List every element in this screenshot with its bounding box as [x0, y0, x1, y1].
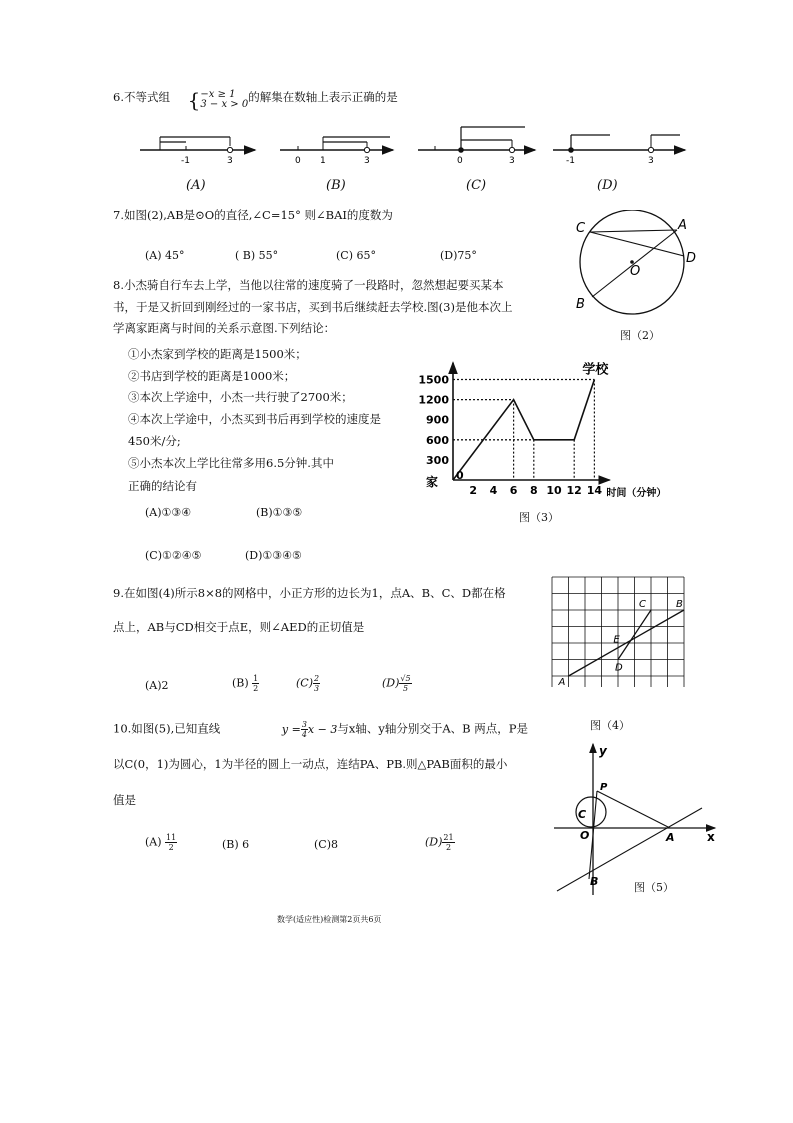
q9-option-c-fraction: [313, 674, 320, 693]
q8-item-4-cont: 450米/分;: [128, 434, 181, 448]
q9-line-1: 9.在如图(4)所示8×8的网格中，小正方形的边长为1，点A、B、C、D都在格: [113, 586, 506, 600]
q8-line-1: 8.小杰骑自行车去上学，当他以往常的速度骑了一段路时，忽然想起要买某本: [113, 278, 504, 292]
q9-b-denominator: 2: [253, 684, 259, 693]
q10-figure-caption: 图（5）: [634, 881, 674, 894]
q6-ineq-2: 3 − x > 0: [200, 99, 249, 110]
q8-line-3: 学离家距离与时间的关系示意图.下列结论：: [113, 321, 336, 335]
q8-distance-time-chart: [415, 358, 685, 508]
chart-x-tick-14: 14: [586, 484, 603, 497]
q9-option-d-fraction: [399, 674, 411, 693]
chart-x-tick-8: 8: [529, 484, 538, 497]
q6-brace: {: [187, 88, 201, 112]
q6-option-d-line: [553, 135, 685, 166]
q9-c-numerator: 2: [314, 674, 320, 683]
q10-prefix: 10.如图(5),已知直线: [113, 721, 221, 736]
q9-option-b: [232, 674, 259, 693]
q7-option-b: ( B) 55°: [235, 249, 279, 262]
chart-origin-zero: 0: [456, 469, 464, 482]
q9-line-2: 点上，AB与CD相交于点E，则∠AED的正切值是: [113, 620, 365, 634]
q7-stem: 7.如图(2),AB是⊙O的直径,∠C=15° 则∠BAI的度数为: [113, 208, 393, 222]
q10-label-x: x: [707, 830, 715, 844]
q7-option-d: (D)75°: [440, 249, 477, 262]
q10-label-y: y: [599, 744, 607, 758]
q10-option-a: [145, 833, 177, 852]
q10-label-p: P: [600, 782, 608, 793]
label-c: C: [639, 599, 646, 610]
q10-eq-denominator: 4: [301, 730, 307, 739]
chart-x-label: 时间（分钟）: [606, 488, 667, 499]
q10-option-a-label: (A): [145, 835, 162, 849]
q6-option-a-label: (A): [186, 178, 206, 193]
q10-d-numerator: 21: [443, 833, 454, 842]
q9-d-numerator: √5: [400, 674, 411, 683]
chart-y-tick-900: 900: [426, 413, 449, 427]
q6-b-tick-3: 3: [364, 156, 370, 166]
q6-option-c-label: (C): [466, 178, 487, 193]
q6-prefix: 6.不等式组: [113, 90, 170, 104]
q10-label-c: C: [578, 808, 587, 821]
q9-option-c-label: (C): [296, 676, 313, 690]
q10-line-3: 值是: [113, 793, 136, 807]
q10-a-numerator: 11: [166, 833, 177, 842]
q9-option-d-label: (D): [382, 676, 400, 690]
q10-eq-y: y =: [281, 722, 301, 736]
q7-label-b: B: [576, 297, 585, 312]
q7-label-c: C: [576, 221, 586, 236]
chart-origin-label: 家: [426, 475, 439, 489]
q7-figure-caption: 图（2）: [620, 329, 660, 342]
chart-x-tick-2: 2: [469, 484, 478, 497]
q9-option-a: (A)2: [145, 679, 169, 692]
q8-item-1: ①小杰家到学校的距离是1500米；: [128, 347, 307, 361]
q6-option-d-label: (D): [597, 178, 618, 193]
q9-b-numerator: 1: [253, 674, 259, 683]
q10-equation: [281, 720, 338, 739]
q6-option-a-line: [140, 137, 255, 166]
q6-a-tick-2: 3: [227, 156, 233, 166]
chart-y-tick-1500: 1500: [418, 373, 449, 387]
q10-option-d-label: (D): [425, 835, 443, 849]
q9-grid-figure: [548, 575, 688, 687]
q6-inequality-system: [200, 90, 248, 110]
q8-item-5-cont: 正确的结论有: [128, 479, 197, 493]
q10-eq-rest: x − 3: [307, 722, 338, 736]
q9-option-b-fraction: [252, 674, 259, 693]
q6-d-tick-2: 3: [648, 156, 654, 166]
chart-y-tick-300: 300: [426, 453, 449, 467]
chart-y-tick-1200: 1200: [418, 393, 449, 407]
q6-a-tick-1: -1: [181, 156, 190, 166]
q6-c-tick-1: 0: [457, 156, 463, 166]
q10-option-b: (B) 6: [222, 838, 250, 851]
q7-label-d: D: [686, 251, 697, 266]
chart-y-tick-600: 600: [426, 433, 449, 447]
q10-option-d-fraction: [442, 833, 454, 852]
q7-option-a: (A) 45°: [145, 249, 185, 262]
chart-x-tick-4: 4: [489, 484, 498, 497]
q6-option-c-line: [418, 127, 535, 166]
q8-item-4: ④本次上学途中，小杰买到书后再到学校的速度是: [128, 412, 381, 426]
q10-eq-fraction: [301, 720, 308, 739]
q8-option-b: (B)①③⑤: [256, 506, 303, 519]
q9-option-b-label: (B): [232, 676, 249, 690]
q10-option-a-fraction: [165, 833, 177, 852]
q10-a-denominator: 2: [168, 843, 174, 852]
q10-coordinate-figure: [550, 740, 725, 900]
chart-series-line: [453, 380, 594, 481]
chart-x-tick-12: 12: [566, 484, 582, 497]
q10-suffix: 与x轴、y轴分别交于A、B 两点，P是: [337, 721, 528, 736]
chart-x-tick-10: 10: [546, 484, 562, 497]
q10-option-d: [425, 833, 455, 852]
q8-item-3: ③本次上学途中，小杰一共行驶了2700米；: [128, 390, 353, 404]
chart-end-label: 学校: [582, 362, 609, 378]
q6-stem: [113, 90, 398, 110]
q8-option-d: (D)①③④⑤: [245, 549, 302, 562]
q8-option-a: (A)①③④: [145, 506, 192, 519]
q6-b-tick-2: 1: [320, 156, 326, 166]
q10-label-b: B: [590, 875, 599, 888]
q8-line-2: 书，于是又折回到刚经过的一家书店，买到书后继续赶去学校.图(3)是他本次上: [113, 300, 513, 314]
q6-ineq-1: −x ≥ 1: [200, 89, 236, 100]
label-e: E: [613, 634, 620, 646]
q9-d-denominator: 5: [402, 684, 409, 693]
q6-option-b-line: [280, 137, 393, 166]
q6-b-tick-1: 0: [295, 156, 301, 166]
q10-stem-line-1: [113, 720, 528, 739]
q8-option-c: (C)①②④⑤: [145, 549, 202, 562]
q9-option-c: [296, 674, 320, 693]
q10-option-c: (C)8: [314, 838, 338, 851]
q8-item-5: ⑤小杰本次上学比往常多用6.5分钟.其中: [128, 456, 334, 470]
q8-item-2: ②书店到学校的距离是1000米；: [128, 369, 296, 383]
q9-c-denominator: 3: [314, 684, 320, 693]
label-a: A: [558, 677, 566, 687]
q6-option-b-label: (B): [326, 178, 346, 193]
q10-line-2: 以C(0，1)为圆心，1为半径的圆上一动点，连结PA、PB.则△PAB面积的最小: [113, 757, 508, 771]
q7-circle-figure: [570, 210, 720, 320]
label-b: B: [676, 599, 683, 610]
page-footer: 数学(适应性)检测第2页共6页: [277, 915, 382, 924]
label-d: D: [615, 662, 623, 674]
q10-d-denominator: 2: [445, 843, 452, 852]
q10-label-o: O: [580, 829, 590, 842]
q10-eq-numerator: 3: [301, 720, 307, 729]
q7-label-o: O: [630, 264, 641, 279]
q7-option-c: (C) 65°: [336, 249, 376, 262]
q9-figure-caption: 图（4）: [590, 719, 630, 732]
q7-label-a: A: [678, 218, 687, 233]
q6-suffix: 的解集在数轴上表示正确的是: [248, 90, 398, 104]
q6-c-tick-2: 3: [509, 156, 515, 166]
chart-x-tick-6: 6: [509, 484, 518, 497]
q10-label-a: A: [666, 831, 675, 844]
q8-figure-caption: 图（3）: [519, 511, 559, 524]
q6-d-tick-1: -1: [566, 156, 575, 166]
q9-option-d: [382, 674, 412, 693]
